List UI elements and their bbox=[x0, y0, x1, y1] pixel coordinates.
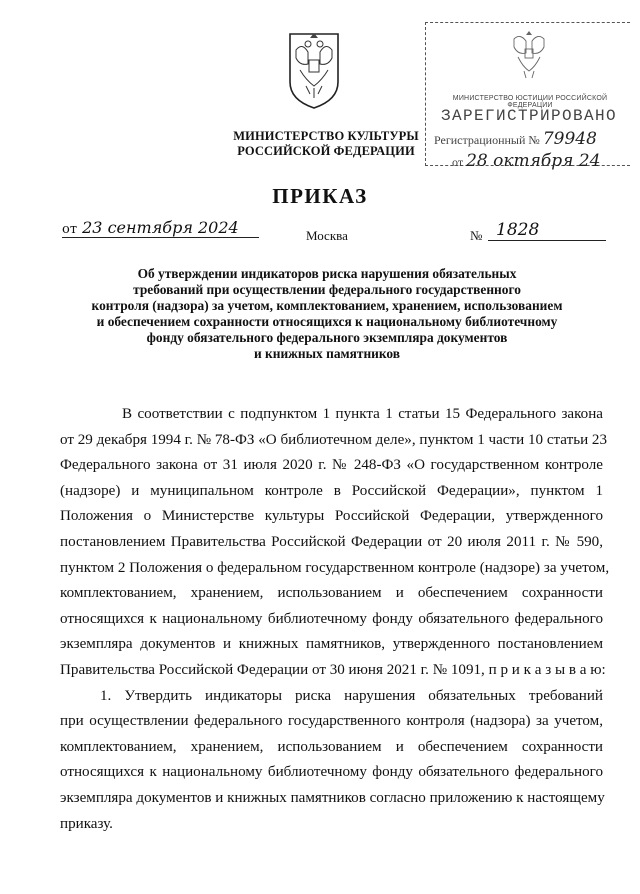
body-line: экземпляра документов и книжных памятников, утвержденного постановлением bbox=[60, 636, 603, 653]
body-line: пунктом 2 Положения о федеральном государственном контроле (надзоре) за учетом, bbox=[60, 559, 610, 576]
stamp-registered: ЗАРЕГИСТРИРОВАНО bbox=[440, 107, 618, 125]
stamp-date-prefix: от bbox=[452, 155, 464, 169]
ministry-line-2: РОССИЙСКОЙ ФЕДЕРАЦИИ bbox=[237, 144, 415, 158]
order-number-label: № bbox=[470, 228, 483, 243]
body-line: (надзоре) и муниципальном контроле в Российской Федерации», пунктом 1 bbox=[60, 482, 603, 499]
body-line: относящихся к национальному библиотечному фонду обязательного федерального bbox=[60, 610, 603, 627]
body-line: комплектованием, хранением, использованием и обеспечением сохранности bbox=[60, 585, 603, 602]
heading-line: контроля (надзора) за учетом, комплектованием, хранением, использованием bbox=[91, 298, 563, 313]
order-number: 1828 bbox=[488, 220, 606, 241]
ministry-name bbox=[226, 129, 426, 159]
body-line: от 29 декабря 1994 г. № 78-ФЗ «О библиотечном деле», пунктом 1 части 10 статьи 23 bbox=[60, 431, 608, 448]
heading-line: и книжных памятников bbox=[253, 346, 401, 361]
ministry-line-1: МИНИСТЕРСТВО КУЛЬТУРЫ bbox=[233, 129, 419, 143]
stamp-coat-of-arms-icon bbox=[510, 31, 548, 81]
body-line: приказу. bbox=[60, 815, 113, 832]
body-line: В соответствии с подпунктом 1 пункта 1 статьи 15 Федерального закона bbox=[122, 406, 603, 422]
heading-line: фонду обязательного федерального экземпляра документов bbox=[146, 330, 508, 345]
heading-line: и обеспечением сохранности относящихся к национальному библиотечному bbox=[96, 314, 558, 329]
coat-of-arms-icon bbox=[286, 30, 342, 112]
stamp-reg-label: Регистрационный № bbox=[434, 133, 540, 147]
body-line: Правительства Российской Федерации от 30 июня 2021 г. № 1091, п р и к а з ы в а ю: bbox=[60, 661, 606, 678]
order-date-prefix: от bbox=[62, 222, 78, 237]
stamp-date-value: 28 октября 24 bbox=[466, 151, 601, 171]
registration-stamp bbox=[425, 22, 630, 171]
heading-line: требований при осуществлении федерального государственного bbox=[133, 282, 521, 297]
body-line: при осуществлении федерального государственного контроля (надзора) за учетом, bbox=[60, 713, 603, 730]
order-city: Москва bbox=[306, 228, 348, 243]
document-title: ПРИКАЗ bbox=[272, 184, 368, 208]
order-date-value: 23 сентября 2024 bbox=[82, 218, 239, 237]
body-line: относящихся к национальному библиотечному фонду обязательного федерального bbox=[60, 764, 603, 781]
stamp-date bbox=[452, 151, 632, 171]
body-line: Положения о Министерстве культуры Российской Федерации, утвержденного bbox=[60, 508, 603, 525]
stamp-ministry: МИНИСТЕРСТВО ЮСТИЦИИ РОССИЙСКОЙ ФЕДЕРАЦИИ bbox=[452, 95, 608, 109]
body-line: комплектованием, хранением, использованием и обеспечением сохранности bbox=[60, 738, 603, 755]
body-line: экземпляра документов и книжных памятников согласно приложению к настоящему bbox=[60, 789, 605, 806]
stamp-reg-number: 79948 bbox=[542, 129, 597, 149]
order-body bbox=[60, 402, 610, 837]
order-date bbox=[62, 218, 259, 238]
body-line: Федерального закона от 31 июля 2020 г. № 248-ФЗ «О государственном контроле bbox=[60, 457, 603, 474]
body-line: постановлением Правительства Российской Федерации от 20 июля 2011 г. № 590, bbox=[60, 533, 603, 550]
order-heading bbox=[60, 266, 594, 362]
heading-line: Об утверждении индикаторов риска нарушения обязательных bbox=[137, 266, 517, 281]
body-line: 1. Утвердить индикаторы риска нарушения обязательных требований bbox=[100, 687, 603, 704]
stamp-registration-number bbox=[434, 129, 629, 149]
